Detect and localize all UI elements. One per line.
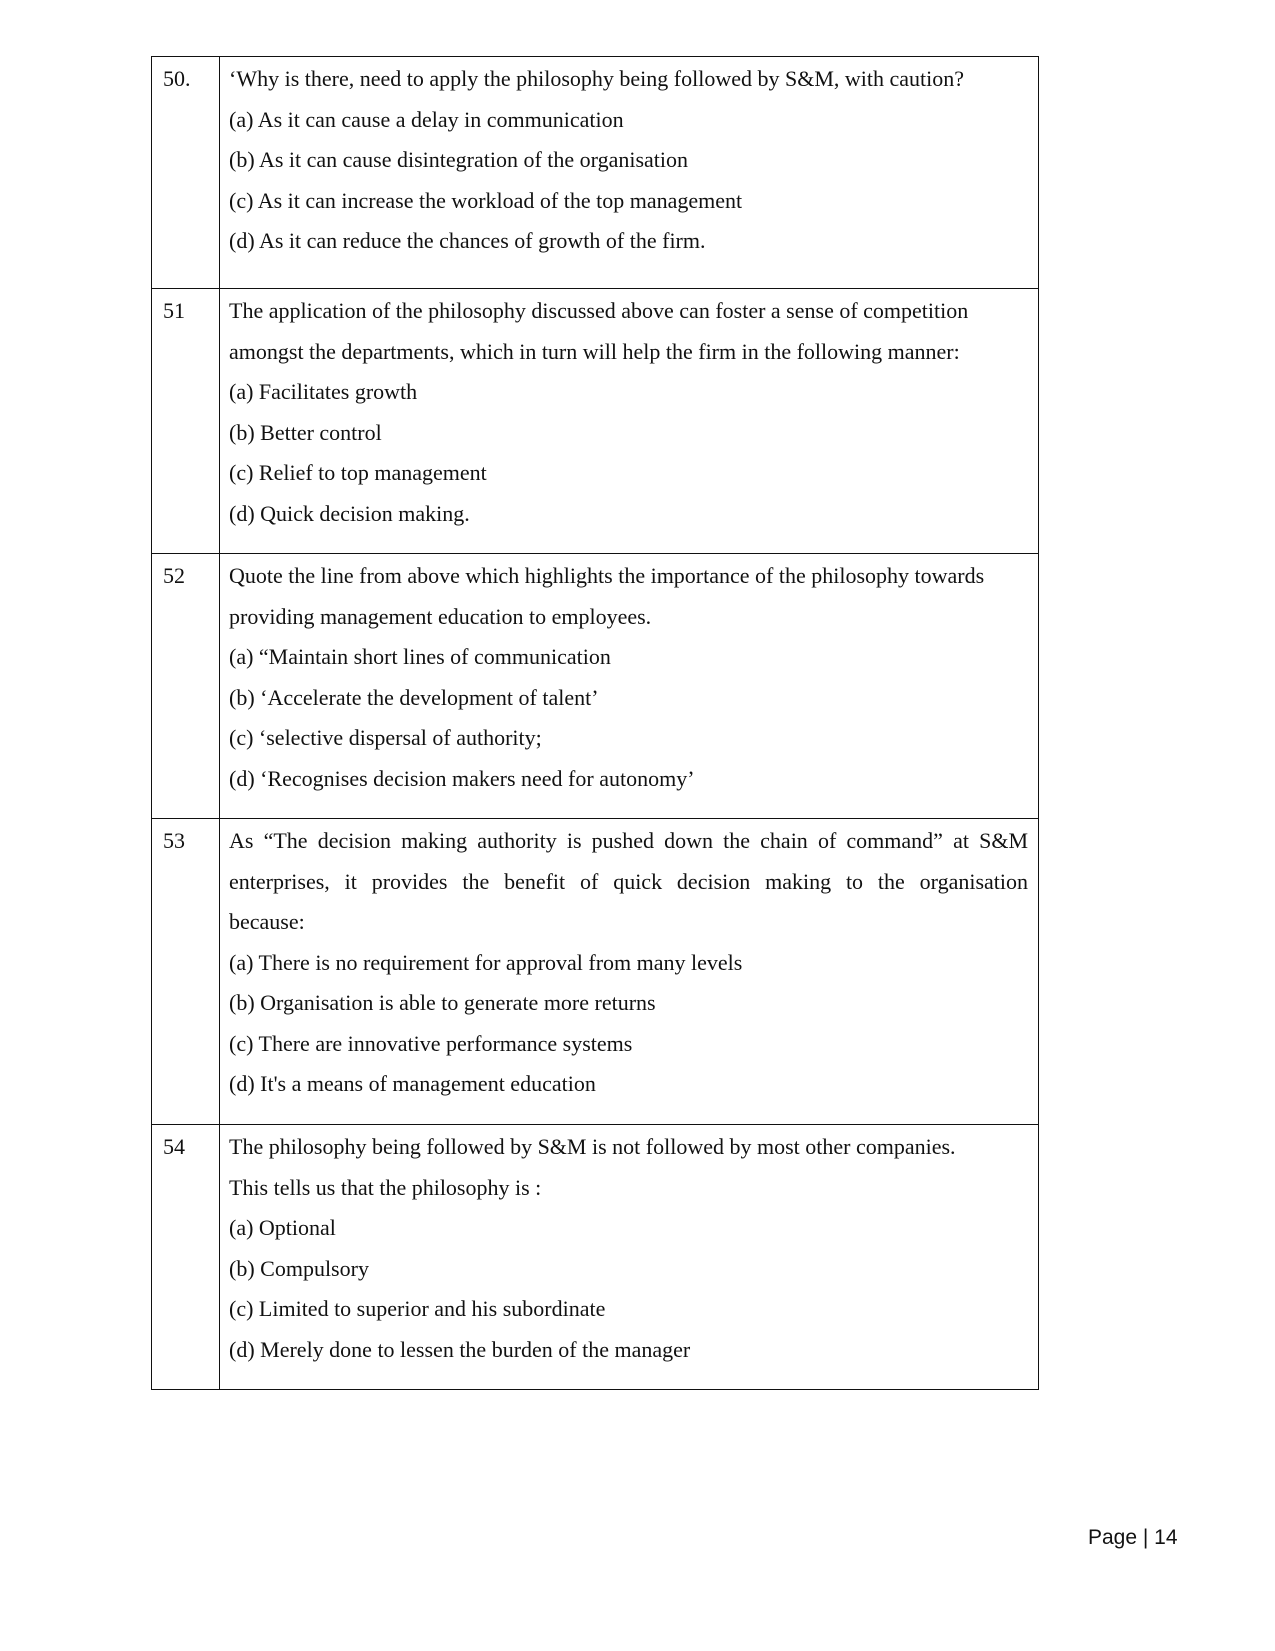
option-c: (c) There are innovative performance systems — [229, 1030, 633, 1056]
question-body — [220, 57, 1039, 289]
option-b: (b) Compulsory — [229, 1255, 369, 1281]
option-d: (d) It's a means of management education — [229, 1071, 596, 1096]
question-number: 54 — [152, 1125, 220, 1390]
option-a: (a) “Maintain short lines of communication — [229, 644, 611, 669]
question-stem-line: The application of the philosophy discussed above can foster a sense of competition — [229, 298, 969, 323]
option-d: (d) As it can reduce the chances of growth of the firm. — [229, 228, 706, 253]
option-c: (c) As it can increase the workload of the top management — [229, 187, 743, 213]
question-stem-line: ‘Why is there, need to apply the philosophy being followed by S&M, with caution? — [229, 66, 965, 91]
question-table — [151, 56, 1039, 1390]
question-number: 50. — [152, 57, 220, 289]
option-a: (a) Facilitates growth — [229, 379, 418, 404]
option-d: (d) ‘Recognises decision makers need for autonomy’ — [229, 765, 695, 791]
question-row-54 — [152, 1125, 1039, 1390]
page-number: Page | 14 — [1088, 1526, 1178, 1549]
option-c: (c) Limited to superior and his subordinate — [229, 1296, 606, 1321]
option-a: (a) There is no requirement for approval from many levels — [229, 949, 743, 975]
option-d: (d) Quick decision making. — [229, 500, 470, 526]
question-stem-line: amongst the departments, which in turn will help the firm in the following manner: — [229, 338, 960, 364]
question-stem-line: because: — [229, 909, 305, 934]
question-stem-line: providing management education to employees. — [229, 603, 652, 629]
question-row-51 — [152, 289, 1039, 554]
option-a: (a) As it can cause a delay in communication — [229, 106, 624, 132]
question-number: 52 — [152, 554, 220, 819]
question-number: 51 — [152, 289, 220, 554]
option-b: (b) Organisation is able to generate more returns — [229, 990, 656, 1015]
question-stem-line: enterprises, it provides the benefit of quick decision making to the organisation — [229, 868, 1028, 894]
option-b: (b) ‘Accelerate the development of talent’ — [229, 684, 599, 710]
question-body — [220, 819, 1039, 1125]
option-c: (c) ‘selective dispersal of authority; — [229, 725, 542, 750]
question-body — [220, 1125, 1039, 1390]
question-body — [220, 289, 1039, 554]
question-row-50 — [152, 57, 1039, 289]
option-c: (c) Relief to top management — [229, 460, 487, 485]
option-d: (d) Merely done to lessen the burden of the manager — [229, 1336, 691, 1362]
question-row-53 — [152, 819, 1039, 1125]
option-a: (a) Optional — [229, 1215, 336, 1240]
question-stem-line: As “The decision making authority is pushed down the chain of command” at S&M — [229, 828, 1028, 853]
option-b: (b) As it can cause disintegration of the organisation — [229, 147, 689, 172]
question-number: 53 — [152, 819, 220, 1125]
question-stem-line: The philosophy being followed by S&M is not followed by most other companies. — [229, 1134, 956, 1159]
question-stem-line: This tells us that the philosophy is : — [229, 1174, 542, 1200]
question-stem-line: Quote the line from above which highlights the importance of the philosophy towards — [229, 563, 985, 588]
question-row-52 — [152, 554, 1039, 819]
question-body — [220, 554, 1039, 819]
option-b: (b) Better control — [229, 419, 382, 445]
